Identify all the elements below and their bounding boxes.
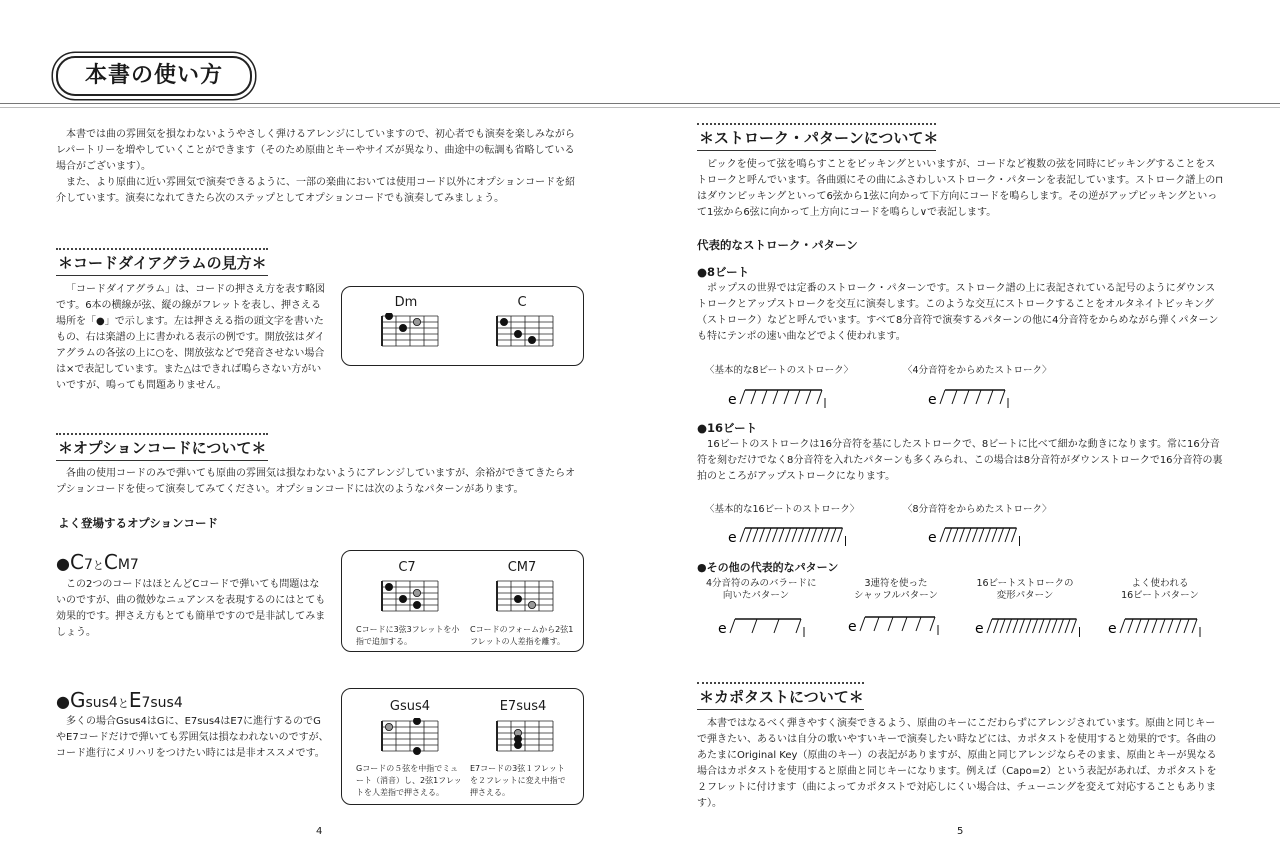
stroke-mark — [762, 390, 767, 404]
time-signature: e — [928, 530, 937, 546]
chord-suffix: 7sus4 — [141, 695, 183, 711]
header-rule — [0, 103, 1280, 104]
chord-caption: E7コードの3弦１フレットを２フレットに変え中指で押さえる。 — [470, 764, 566, 797]
finger-dot — [385, 723, 392, 730]
pattern-label-line: 16ビートストロークの — [976, 578, 1074, 589]
beat8-text — [697, 281, 1225, 345]
chord-name: Dm — [394, 295, 418, 310]
stroke-mark — [752, 619, 757, 633]
finger-dot — [514, 595, 521, 602]
stroke-text — [697, 157, 1225, 221]
chord-diagram-e7sus4 — [487, 718, 567, 758]
stroke-mark — [812, 528, 817, 542]
stroke-mark — [766, 528, 771, 542]
stroke-mark — [874, 617, 879, 631]
stroke-mark — [940, 528, 945, 542]
stroke-notation-8beat-basic — [728, 378, 848, 408]
pattern-label: 〈基本的な8ビートのストローク〉 — [705, 365, 854, 376]
stroke-mark — [1152, 619, 1157, 633]
finger-dot — [500, 318, 507, 325]
stroke-notation-common-16beat — [1108, 607, 1208, 637]
stroke-mark — [1005, 528, 1010, 542]
stroke-mark — [730, 619, 735, 633]
time-signature: e — [1108, 621, 1117, 637]
stroke-mark — [1000, 390, 1005, 404]
stroke-mark — [838, 528, 843, 542]
pair2-paragraph: 多くの場合Gsus4はGに、E7sus4はE7に進行するのでGやE7コードだけで弾いても雰囲気は損なわれないのですが、コード進行にメリハリをつけたい時には是非オススメです。 — [56, 716, 329, 759]
stroke-mark — [1013, 619, 1018, 633]
stroke-mark — [753, 528, 758, 542]
finger-dot — [413, 718, 420, 725]
stroke-mark — [774, 619, 779, 633]
stroke-mark — [1059, 619, 1064, 633]
stroke-mark — [795, 390, 800, 404]
other-patterns-heading: ●その他の代表的なパターン — [697, 561, 839, 574]
stroke-mark — [966, 528, 971, 542]
pattern-label-line: 16ビートパターン — [1121, 590, 1199, 601]
stroke-mark — [1052, 619, 1057, 633]
stroke-mark — [1012, 528, 1017, 542]
stroke-notation-16beat-eighth — [928, 516, 1028, 546]
stroke-mark — [1039, 619, 1044, 633]
stroke-notation-16beat-variant — [975, 607, 1085, 637]
section-title-chord-diagram: ＊コードダイアグラムの見方＊ — [56, 248, 268, 276]
stroke-mark — [930, 617, 935, 631]
stroke-mark — [773, 390, 778, 404]
stroke-mark — [1065, 619, 1070, 633]
page-title: 本書の使い方 — [56, 56, 252, 96]
pattern-label: 〈4分音符をからめたストローク〉 — [903, 365, 1052, 376]
finger-dot — [528, 336, 535, 343]
finger-dot — [413, 589, 420, 596]
chord-box-gsus4-e7sus4 — [341, 688, 584, 805]
stroke-mark — [773, 528, 778, 542]
stroke-mark — [987, 619, 992, 633]
stroke-mark — [825, 528, 830, 542]
pattern-label: 〈基本的な16ビートのストローク〉 — [705, 504, 860, 515]
chord-diagram-paragraph: 「コードダイアグラム」は、コードの押さえ方を表す略図です。6本の横線が弦、縦の線がフレットを表し、押さえる場所を「●」で示します。左は押さえる指の頭文字を書いたもの、右は楽譜の上に書かれる表示の例です。開放弦はダイアグラムの各弦の上に○を、開放弦などで発音させない場合は×で表記しています。また△はできれば鳴らさない方がいいですが、鳴っても問題ありません。 — [56, 284, 326, 391]
stroke-mark — [792, 528, 797, 542]
stroke-mark — [960, 528, 965, 542]
intro-paragraph-2: また、より原曲に近い雰囲気で演奏できるように、一部の楽曲においては使用コード以外にオプションコードを紹介しています。演奏になれてきたら次のステップとしてオプションコードでも演奏してみましょう。 — [56, 177, 576, 204]
finger-dot — [413, 318, 420, 325]
stroke-mark — [1136, 619, 1141, 633]
stroke-mark — [806, 390, 811, 404]
stroke-mark — [979, 528, 984, 542]
finger-dot — [385, 583, 392, 590]
option-chord-paragraph: 各曲の使用コードのみで弾いても原曲の雰囲気は損なわないようにアレンジしていますが、余裕ができてきたらオプションコードを使って演奏してみてください。オプションコードには次のようなパターンがあります。 — [56, 468, 576, 495]
time-signature: e — [728, 530, 737, 546]
option-chord-subhead: よく登場するオプションコード — [58, 516, 218, 530]
beat16-heading: ●16ビート — [697, 421, 758, 435]
section-title-capo: ＊カポタストについて＊ — [697, 682, 864, 710]
stroke-mark — [1020, 619, 1025, 633]
stroke-mark — [740, 528, 745, 542]
chord-caption: Cコードのフォームから2弦1フレットの人差指を離す。 — [470, 625, 574, 646]
stroke-notation-ballad — [718, 607, 818, 637]
stroke-mark — [817, 390, 822, 404]
stroke-mark — [1033, 619, 1038, 633]
beat16-text — [697, 437, 1225, 485]
finger-dot — [413, 601, 420, 608]
pattern-label-line: 4分音符のみのバラードに — [706, 578, 817, 589]
chord-diagram-c7 — [372, 578, 452, 618]
stroke-mark — [1000, 619, 1005, 633]
option-chord-text — [56, 466, 584, 498]
chord-diagram-c — [487, 313, 567, 353]
stroke-mark — [1184, 619, 1189, 633]
pattern-label-ballad — [706, 578, 817, 602]
chord-letter: G — [69, 688, 86, 712]
finger-dot — [413, 747, 420, 754]
chord-letter: E — [128, 688, 142, 712]
chord-suffix: sus4 — [85, 695, 118, 711]
header-rule-thin — [0, 107, 1280, 108]
section-title-option-chord: ＊オプションコードについて＊ — [56, 433, 268, 461]
stroke-mark — [831, 528, 836, 542]
conjunction: と — [92, 559, 104, 572]
stroke-mark — [747, 528, 752, 542]
finger-dot — [385, 313, 392, 320]
stroke-mark — [976, 390, 981, 404]
conjunction: と — [117, 697, 129, 710]
pattern-label-line: よく使われる — [1131, 578, 1189, 589]
stroke-mark — [796, 619, 801, 633]
chord-box-c7-cm7 — [341, 550, 584, 652]
chord-name: Gsus4 — [389, 699, 431, 714]
stroke-mark — [751, 390, 756, 404]
chord-diagram-text — [56, 282, 329, 394]
stroke-mark — [888, 617, 893, 631]
pattern-label-16beat-variant — [970, 578, 1080, 602]
stroke-mark — [1144, 619, 1149, 633]
pattern-label-line: シャッフルパターン — [853, 590, 939, 601]
time-signature: e — [975, 621, 984, 637]
stroke-mark — [952, 390, 957, 404]
time-signature: e — [718, 621, 727, 637]
stroke-mark — [786, 528, 791, 542]
beat8-paragraph: ポップスの世界では定番のストローク・パターンです。ストローク譜の上に表記されている記号のようにダウンストロークとアップストロークを交互に演奏します。このような交互にストロークすることをオルタネイトピッキング（ストローク）などと呼んでいます。すべて8分音符で演奏するパターンの他に4分音符をからめながら弾くパターンも特にテンポの速い曲などでよく使われます。 — [697, 283, 1219, 342]
chord-suffix: 7 — [83, 557, 93, 573]
bullet-icon: ● — [56, 692, 70, 711]
stroke-mark — [1072, 619, 1077, 633]
chord-name: E7sus4 — [499, 699, 547, 714]
capo-text — [697, 716, 1225, 812]
stroke-mark — [947, 528, 952, 542]
pair1-text — [56, 577, 329, 641]
stroke-mark — [988, 390, 993, 404]
stroke-subhead: 代表的なストローク・パターン — [697, 238, 858, 252]
pattern-label-shuffle — [846, 578, 946, 602]
chord-caption: Cコードに3弦3フレットを小指で追加する。 — [356, 625, 460, 646]
stroke-paragraph: ピックを使って弦を鳴らすことをピッキングといいますが、コードなど複数の弦を同時にピッキングすることをストロークと呼んでいます。各曲頭にその曲にふさわしいストローク・パターンを表記しています。ストローク譜上の⊓はダウンピッキングといって6弦から1弦に向かって下方向にコードを鳴らします。その逆がアップピッキングといって1弦から6弦に向かって上方向にコードを鳴らし∨で表記します。 — [697, 159, 1224, 218]
stroke-mark — [940, 390, 945, 404]
stroke-mark — [999, 528, 1004, 542]
time-signature: e — [928, 392, 937, 408]
chord-name: C — [517, 295, 527, 310]
stroke-mark — [992, 528, 997, 542]
finger-dot — [528, 601, 535, 608]
pattern-label-common-16beat — [1110, 578, 1210, 602]
stroke-mark — [1128, 619, 1133, 633]
chord-letter: C — [69, 550, 84, 574]
chord-name: C7 — [398, 560, 416, 575]
stroke-mark — [1007, 619, 1012, 633]
stroke-mark — [860, 617, 865, 631]
stroke-mark — [740, 390, 745, 404]
stroke-mark — [1168, 619, 1173, 633]
finger-dot — [399, 324, 406, 331]
pattern-label-line: 3連符を使った — [864, 578, 928, 589]
stroke-mark — [1160, 619, 1165, 633]
stroke-mark — [1120, 619, 1125, 633]
stroke-mark — [1026, 619, 1031, 633]
stroke-mark — [994, 619, 999, 633]
pair2-text — [56, 714, 329, 762]
stroke-mark — [805, 528, 810, 542]
page-number-left: 4 — [316, 826, 323, 837]
pattern-label: 〈8分音符をからめたストローク〉 — [903, 504, 1052, 515]
finger-dot — [399, 595, 406, 602]
beat16-paragraph: 16ビートのストロークは16分音符を基にしたストロークで、8ビートに比べて細かな動きになります。常に16分音符を刻むだけでなく8分音符を入れたパターンも多くみられ、この場合は8分音符がダウンストロークで16分音符の裏拍のところがアップストロークになります。 — [697, 439, 1223, 482]
stroke-mark — [1046, 619, 1051, 633]
section-title-stroke: ＊ストローク・パターンについて＊ — [697, 123, 936, 151]
stroke-mark — [760, 528, 765, 542]
stroke-mark — [799, 528, 804, 542]
chord-diagram-cm7 — [487, 578, 567, 618]
time-signature: e — [728, 392, 737, 408]
chord-pair-heading-c7-cm7 — [56, 550, 139, 574]
stroke-mark — [902, 617, 907, 631]
chord-name: CM7 — [507, 560, 537, 575]
pair1-paragraph: この2つのコードはほとんどCコードで弾いても問題はないのですが、曲の微妙なニュアンスを表現するのにはとても効果的です。押さえ方もとても簡単ですので是非試してみましょう。 — [56, 579, 326, 638]
stroke-mark — [973, 528, 978, 542]
stroke-mark — [916, 617, 921, 631]
stroke-mark — [818, 528, 823, 542]
stroke-mark — [964, 390, 969, 404]
chord-caption: Gコードの５弦を中指でミュート（消音）し、2弦1フレットを人差指で押さえる。 — [356, 764, 462, 797]
chord-suffix: M7 — [117, 557, 139, 573]
bullet-icon: ● — [56, 554, 70, 573]
stroke-notation-8beat-quarter — [928, 378, 1028, 408]
chord-diagram-gsus4 — [372, 718, 452, 758]
finger-dot — [514, 330, 521, 337]
beat8-heading: ●8ビート — [697, 265, 750, 279]
time-signature: e — [848, 619, 857, 635]
stroke-mark — [953, 528, 958, 542]
chord-box-diagram-example — [341, 286, 584, 366]
stroke-mark — [1176, 619, 1181, 633]
stroke-mark — [1192, 619, 1197, 633]
pattern-label-line: 向いたパターン — [722, 590, 790, 601]
page-number-right: 5 — [957, 826, 964, 837]
pattern-label-line: 変形パターン — [996, 590, 1054, 601]
chord-letter: C — [103, 550, 118, 574]
intro-paragraph-1: 本書では曲の雰囲気を損なわないようやさしく弾けるアレンジにしていますので、初心者でも演奏を楽しみながらレパートリーを増やしていくことができます（そのため原曲とキーやサイズが異なり、曲途中の転調も省略している場合がございます）。 — [56, 129, 575, 172]
stroke-mark — [779, 528, 784, 542]
stroke-mark — [784, 390, 789, 404]
stroke-notation-16beat-basic — [728, 516, 858, 546]
stroke-notation-shuffle — [848, 605, 948, 637]
chord-diagram-dm — [372, 313, 452, 353]
chord-pair-heading-gsus4-e7sus4 — [56, 688, 183, 712]
intro-text — [56, 127, 584, 207]
capo-paragraph: 本書ではなるべく弾きやすく演奏できるよう、原曲のキーにこだわらずにアレンジされています。原曲と同じキーで弾きたい、あるいは自分の歌いやすいキーで演奏したい時などには、カポタストを使用すると効果的です。各曲のあたまにOriginal Key（原曲のキー）の表記がありますが、原曲と同じアレンジならそのまま、原曲とキーが異なる場合はカポタストを使用すると原曲と同じキーになります。例えば（Capo=2）という表記があれば、カポタストを２フレットに付けます（曲によってカポタストで対応しにくい場合は、チューニングを変えて対応することもあります）。 — [697, 718, 1217, 809]
finger-dot — [514, 741, 521, 748]
stroke-mark — [986, 528, 991, 542]
